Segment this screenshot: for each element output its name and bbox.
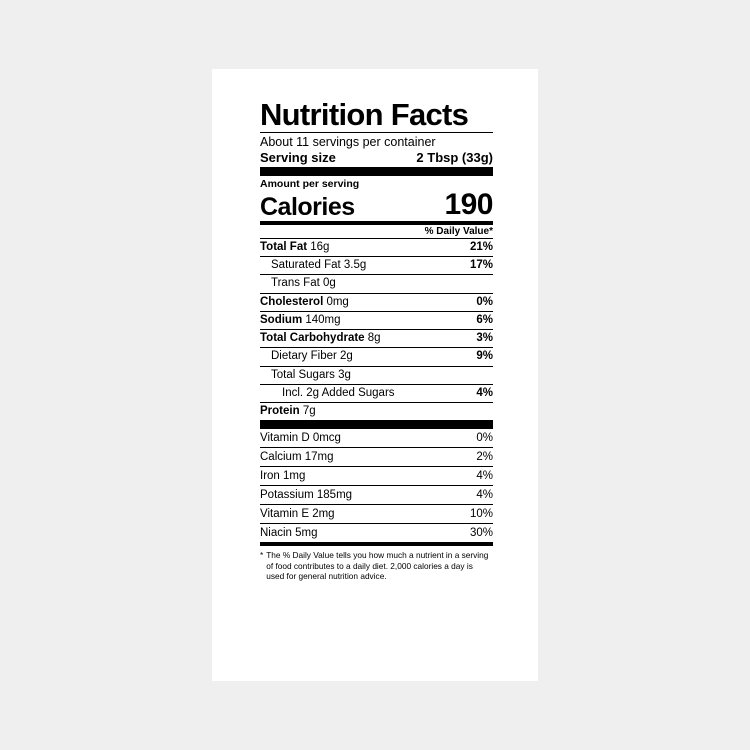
vitamin-daily-value: 2% — [476, 451, 493, 464]
nutrient-row — [260, 367, 493, 384]
footnote-text: The % Daily Value tells you how much a nutrient in a serving of food contributes to a daily diet. 2,000 calories a day is used for general nutrition advice. — [266, 550, 489, 582]
nutrient-name: Saturated Fat 3.5g — [271, 259, 367, 272]
serving-size-value: 2 Tbsp (33g) — [416, 150, 493, 165]
vitamin-name: Vitamin E 2mg — [260, 508, 335, 521]
nutrient-name: Trans Fat 0g — [271, 277, 336, 290]
calories-label: Calories — [260, 192, 355, 221]
nutrient-daily-value: 9% — [476, 350, 493, 363]
nutrient-amount: 7g — [299, 404, 316, 417]
nutrient-amount: 16g — [307, 241, 330, 253]
nutrient-daily-value: 3% — [476, 332, 493, 345]
nutrient-name: Total Sugars 3g — [271, 368, 351, 381]
label-title: Nutrition Facts — [260, 97, 469, 132]
nutrient-daily-value: 21% — [469, 241, 493, 253]
vitamin-row — [260, 505, 493, 523]
vitamin-row — [260, 486, 493, 504]
nutrient-row — [260, 239, 493, 256]
nutrient-row — [260, 403, 493, 420]
vitamin-row — [260, 524, 493, 542]
vitamin-name: Potassium 185mg — [260, 489, 353, 502]
nutrient-row — [260, 312, 493, 329]
vitamin-name: Iron 1mg — [260, 470, 306, 483]
amount-per-serving: Amount per serving — [260, 178, 360, 190]
footnote — [260, 546, 493, 585]
nutrient-daily-value: 4% — [476, 386, 493, 399]
nutrient-row — [260, 385, 493, 402]
daily-value-header: % Daily Value* — [424, 226, 493, 237]
nutrient-name: Cholesterol 0mg — [260, 295, 349, 308]
nutrient-amount: 3g — [334, 368, 351, 381]
vitamin-list — [260, 429, 493, 542]
nutrient-name: Sodium 140mg — [260, 313, 341, 326]
nutrient-amount: 3.5g — [340, 259, 367, 272]
nutrient-row — [260, 257, 493, 274]
nutrient-name: Dietary Fiber 2g — [271, 350, 353, 363]
vitamin-name: Calcium 17mg — [260, 451, 334, 464]
calories-value: 190 — [444, 188, 493, 221]
vitamin-name: Vitamin D 0mcg — [260, 432, 341, 445]
vitamin-daily-value: 0% — [476, 432, 493, 445]
nutrient-row — [260, 294, 493, 311]
serving-divider — [260, 167, 493, 176]
vitamin-name: Niacin 5mg — [260, 527, 318, 540]
nutrient-row — [260, 330, 493, 347]
nutrition-facts-label — [260, 97, 493, 585]
nutrient-name: Incl. 2g Added Sugars — [282, 386, 395, 399]
vitamin-row — [260, 467, 493, 485]
vitamin-daily-value: 30% — [469, 527, 493, 540]
nutrient-daily-value: 6% — [476, 313, 493, 326]
nutrient-list — [260, 239, 493, 429]
nutrient-name: Protein 7g — [260, 404, 316, 417]
nutrient-amount: 8g — [364, 332, 381, 345]
nutrient-row — [260, 348, 493, 365]
vitamin-daily-value: 10% — [469, 508, 493, 521]
vitamin-daily-value: 4% — [476, 470, 493, 483]
vitamin-row — [260, 429, 493, 447]
serving-size-label: Serving size — [260, 150, 336, 165]
calories-row — [260, 190, 493, 221]
vitamin-row — [260, 448, 493, 466]
nutrient-amount: 2g — [336, 350, 353, 363]
nutrient-amount: 140mg — [302, 313, 341, 326]
nutrient-name: Total Carbohydrate 8g — [260, 332, 381, 345]
nutrient-daily-value: 17% — [469, 259, 493, 272]
servings-per-container: About 11 servings per container — [260, 135, 436, 149]
nutrient-name: Total Fat 16g — [260, 241, 330, 253]
nutrient-daily-value: 0% — [476, 295, 493, 308]
label-card — [212, 69, 538, 681]
vitamin-daily-value: 4% — [476, 489, 493, 502]
nutrient-row — [260, 275, 493, 292]
serving-size-row — [260, 150, 493, 167]
nutrient-amount: 0g — [319, 277, 336, 290]
nutrient-divider — [260, 420, 493, 429]
nutrient-amount: 0mg — [323, 295, 349, 308]
footnote-star: * — [260, 550, 264, 561]
